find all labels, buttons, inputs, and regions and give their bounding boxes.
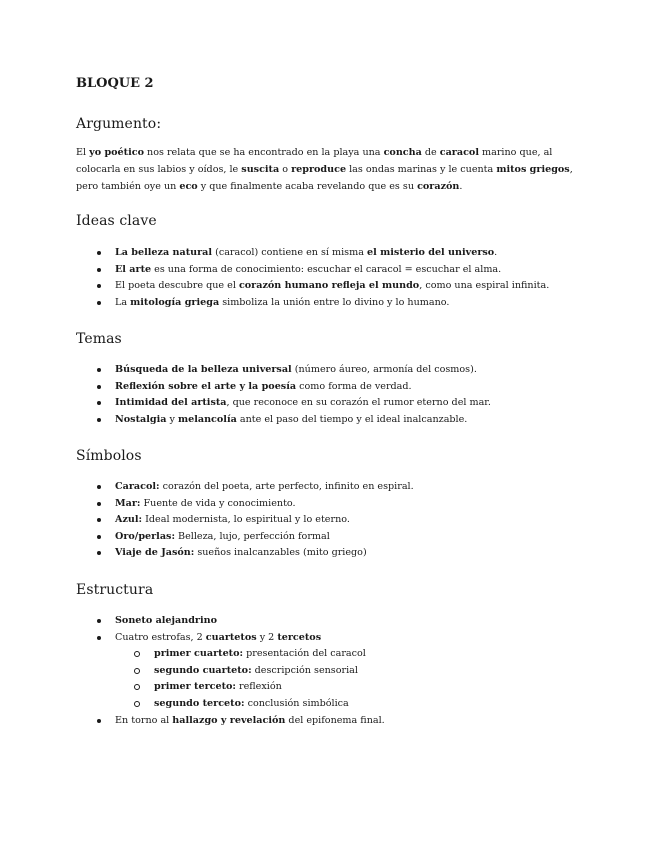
bold-text: segundo terceto: xyxy=(154,697,245,709)
bold-text: Búsqueda de la belleza universal xyxy=(115,364,292,375)
text-run: . xyxy=(494,247,498,258)
text-run: (caracol) contiene en sí misma xyxy=(212,247,367,258)
sub-list-item xyxy=(115,696,385,713)
temas-list xyxy=(76,362,491,428)
estructura-list xyxy=(76,613,385,729)
bold-text: Reflexión sobre el arte y la poesía xyxy=(115,380,297,392)
text-run: Belleza, lujo, perfección formal xyxy=(174,530,330,542)
text-run: , como una espiral infinita. xyxy=(419,280,550,292)
list-item xyxy=(76,512,414,529)
bold-text: Mar: xyxy=(115,497,141,509)
sub-list-item xyxy=(115,679,385,696)
bold-text: Soneto alejandrino xyxy=(115,615,217,626)
argumento-paragraph xyxy=(76,144,581,195)
text-run: (número áureo, armonía del cosmos). xyxy=(291,364,477,375)
text-run: presentación del caracol xyxy=(243,648,366,660)
bold-text: cuartetos xyxy=(205,631,257,643)
text-run: sueños inalcanzables (mito griego) xyxy=(194,547,367,559)
text-run: Ideal modernista, lo espiritual y lo eterno. xyxy=(142,514,350,526)
list-item xyxy=(76,395,491,412)
bold-text: corazón xyxy=(417,181,460,192)
list-item xyxy=(76,545,414,562)
bold-text: mitos griegos xyxy=(496,164,570,175)
text-run: , pero también oye un xyxy=(76,164,573,192)
list-item xyxy=(76,362,491,379)
bold-text: yo poético xyxy=(89,147,144,158)
list-item xyxy=(76,379,491,396)
bold-text: melancolía xyxy=(177,413,237,425)
list-item xyxy=(76,412,491,429)
bold-text: reproduce xyxy=(291,164,347,175)
list-item xyxy=(76,245,549,262)
text-run: y 2 xyxy=(256,631,278,643)
list-item xyxy=(76,295,549,312)
heading-temas: Temas xyxy=(76,331,122,347)
block-title: BLOQUE 2 xyxy=(76,76,154,91)
bold-text: tercetos xyxy=(277,631,322,643)
text-run: las ondas marinas y le cuenta xyxy=(346,164,497,175)
text-run: El poeta descubre que el xyxy=(115,280,239,292)
bold-text: segundo cuarteto: xyxy=(154,664,252,676)
bold-text: el misterio del universo xyxy=(366,247,495,258)
bold-text: concha xyxy=(383,147,422,158)
list-item xyxy=(76,630,385,713)
bold-text: corazón humano refleja el mundo xyxy=(238,280,420,292)
bold-text: Intimidad del artista xyxy=(115,397,227,409)
estructura-sublist xyxy=(115,646,385,712)
text-run: es una forma de conocimiento: escuchar el caracol = escuchar el alma. xyxy=(151,263,502,275)
bold-text: Oro/perlas: xyxy=(115,530,175,542)
list-item xyxy=(76,479,414,496)
list-item xyxy=(76,713,385,730)
list-item xyxy=(76,278,549,295)
bold-text: La belleza natural xyxy=(115,247,213,258)
bold-text: El arte xyxy=(115,263,152,275)
bold-text: Viaje de Jasón: xyxy=(115,547,195,559)
list-item xyxy=(76,262,549,279)
text-run: Fuente de vida y conocimiento. xyxy=(140,497,296,509)
bold-text: mitología griega xyxy=(130,296,220,308)
text-run: como forma de verdad. xyxy=(296,380,412,392)
sub-list-item xyxy=(115,646,385,663)
heading-simbolos: Símbolos xyxy=(76,448,142,464)
text-run: , que reconoce en su corazón el rumor eterno del mar. xyxy=(226,397,491,409)
text-run: y xyxy=(166,413,178,425)
heading-estructura: Estructura xyxy=(76,582,154,598)
text-run: o xyxy=(279,164,292,175)
list-item xyxy=(76,496,414,513)
text-run: nos relata que se ha encontrado en la playa una xyxy=(143,147,384,158)
text-run: y que finalmente acaba revelando que es su xyxy=(197,181,418,192)
sub-list-item xyxy=(115,663,385,680)
text-run: del epifonema final. xyxy=(285,714,385,726)
bold-text: primer terceto: xyxy=(154,681,236,693)
text-run: En torno al xyxy=(115,714,173,726)
text-run: . xyxy=(459,181,463,192)
ideas-list xyxy=(76,245,549,311)
bold-text: eco xyxy=(179,181,198,192)
list-item xyxy=(76,529,414,546)
bold-text: primer cuarteto: xyxy=(154,648,244,660)
bold-text: Azul: xyxy=(115,514,143,526)
text-run: corazón del poeta, arte perfecto, infinito en espiral. xyxy=(159,481,414,492)
list-item xyxy=(76,613,385,630)
text-run: reflexión xyxy=(235,681,282,693)
text-run: descripción sensorial xyxy=(251,664,358,676)
heading-ideas-clave: Ideas clave xyxy=(76,213,157,229)
text-run: Cuatro estrofas, 2 xyxy=(115,631,206,643)
heading-argumento: Argumento: xyxy=(76,116,162,132)
bold-text: suscita xyxy=(241,164,280,175)
text-run: marino que, al colocarla en sus labios y oídos, le xyxy=(76,147,553,175)
bold-text: Caracol: xyxy=(115,481,160,492)
bold-text: Nostalgia xyxy=(115,413,167,425)
text-run: de xyxy=(421,147,440,158)
text-run: El xyxy=(76,147,90,158)
text-run: simboliza la unión entre lo divino y lo humano. xyxy=(219,296,450,308)
bold-text: caracol xyxy=(439,147,479,158)
bold-text: hallazgo y revelación xyxy=(172,714,286,726)
text-run: conclusión simbólica xyxy=(244,697,349,709)
text-run: ante el paso del tiempo y el ideal inalcanzable. xyxy=(236,413,468,425)
simbolos-list xyxy=(76,479,414,562)
text-run: La xyxy=(115,296,131,308)
